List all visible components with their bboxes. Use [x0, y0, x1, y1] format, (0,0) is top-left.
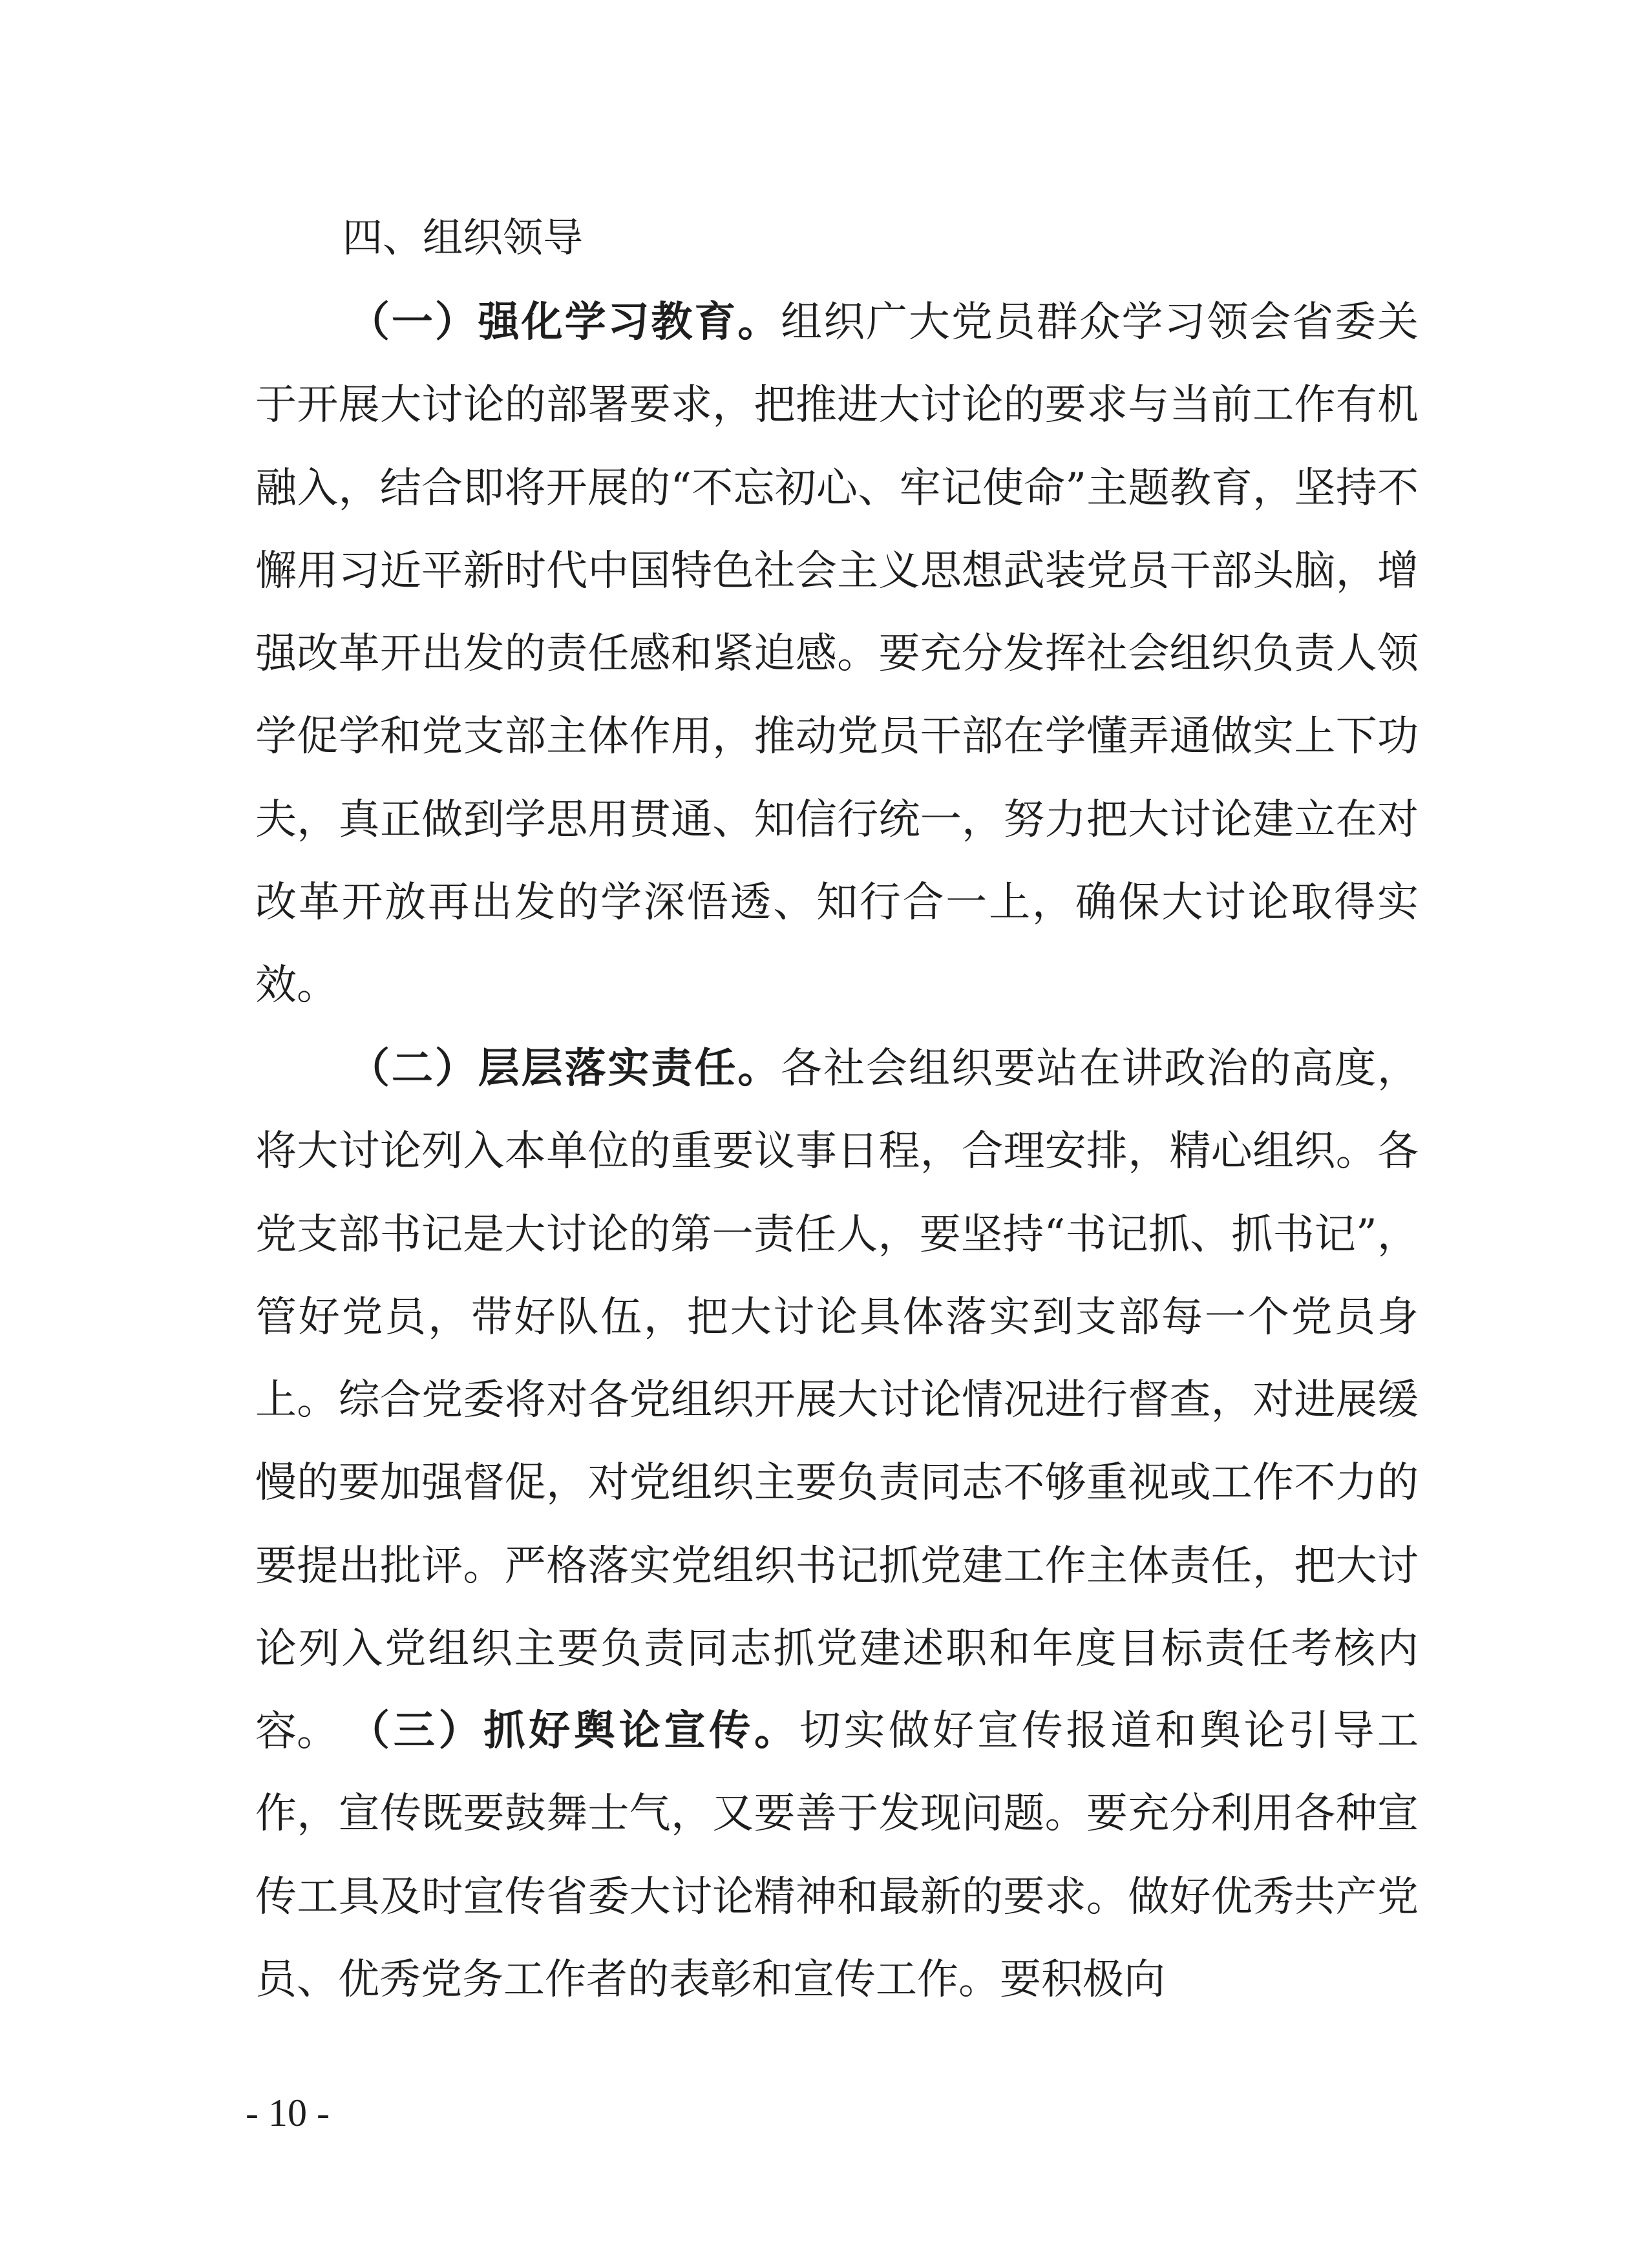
paragraph-body: 各社会组织要站在讲政治的高度，将大讨论列入本单位的重要议事日程，合理安排，精心组织。各党支部书记是大讨论的第一责任人，要坚持“书记抓、抓书记”，管好党员，带好队伍，把大讨论具体落实到支部每一个党员身上。综合党委将对各党组织开展大讨论情况进行督查，对进展缓慢的要加强督促，对党组织主要负责同志不够重视或工作不力的要提出批评。严格落实党组织书记抓党建工作主体责任，把大讨论列入党组织主要负责同志抓党建述职和年度目标责任考核内容。 [255, 1045, 1419, 1756]
paragraph-lead: （一）强化学习教育。 [348, 299, 781, 346]
paragraph-publicity [255, 1690, 1419, 2021]
page-number: - 10 - [246, 2092, 330, 2134]
paragraph-lead: （二）层层落实责任。 [348, 1045, 781, 1093]
section-heading: 四、组织领导 [343, 214, 584, 261]
paragraph-body: 组织广大党员群众学习领会省委关于开展大讨论的部署要求，把推进大讨论的要求与当前工作有机融入，结合即将开展的“不忘初心、牢记使命”主题教育，坚持不懈用习近平新时代中国特色社会主义思想武装党员干部头脑，增强改革开出发的责任感和紧迫感。要充分发挥社会组织负责人领学促学和党支部主体作用，推动党员干部在学懂弄通做实上下功夫，真正做到学思用贯通、知信行统一，努力把大讨论建立在对改革开放再出发的学深悟透、知行合一上，确保大讨论取得实效。 [255, 299, 1419, 1010]
paragraph-body: 切实做好宣传报道和舆论引导工作，宣传既要鼓舞士气，又要善于发现问题。要充分利用各种宣传工具及时宣传省委大讨论精神和最新的要求。做好优秀共产党员、优秀党务工作者的表彰和宣传工作。要积极向 [255, 1707, 1419, 2004]
paragraph-lead: （三）抓好舆论宣传。 [348, 1707, 799, 1755]
paragraph-strengthen-study [255, 281, 1419, 1027]
paragraph-implement-responsibility [255, 1027, 1419, 1774]
